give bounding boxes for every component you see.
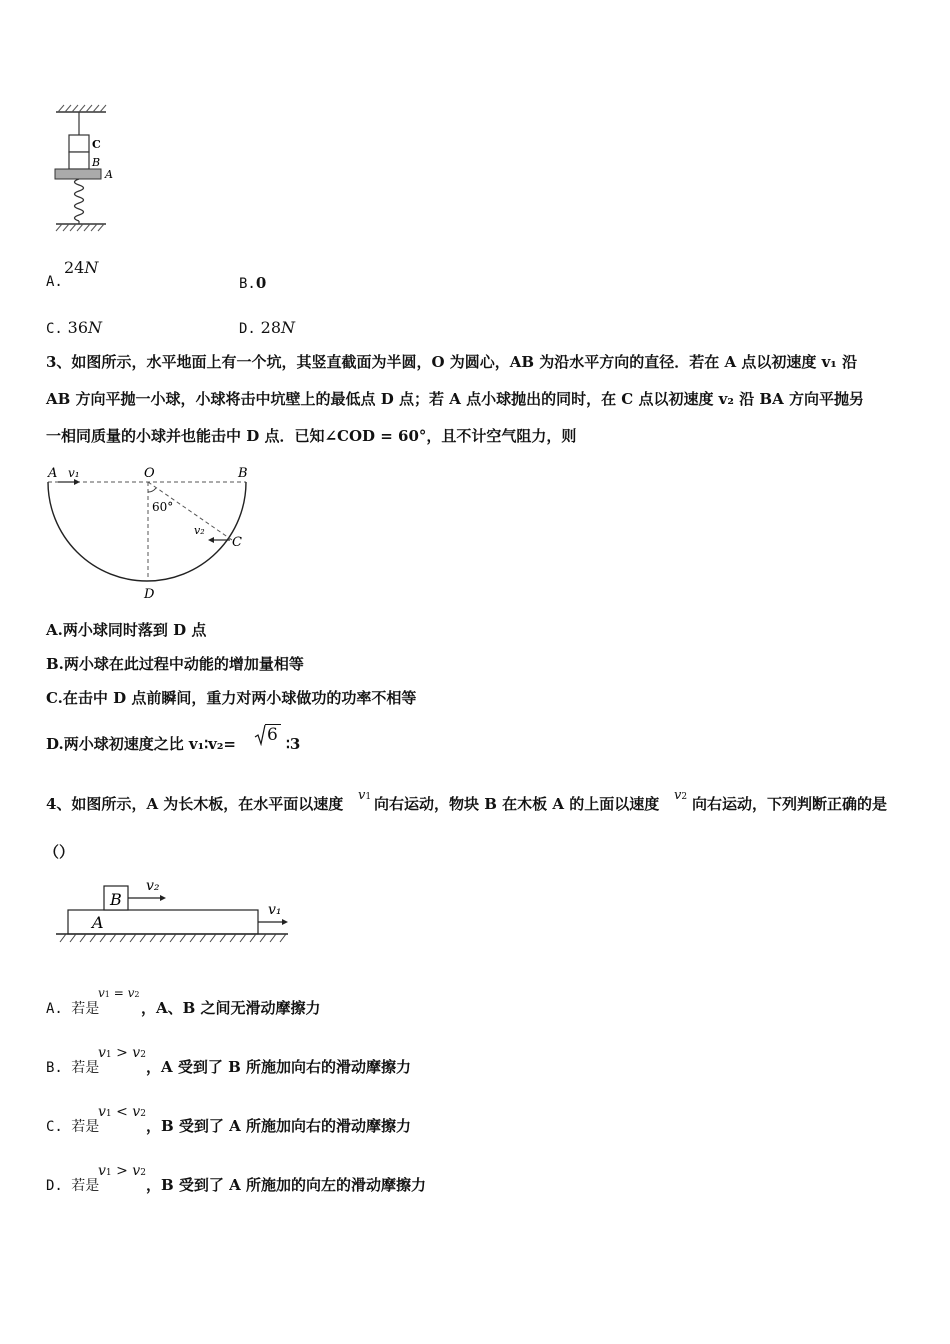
q3-option-d[interactable]	[46, 722, 346, 756]
relation-expression: v1 = v2	[98, 986, 140, 1000]
q4-option-a[interactable]	[46, 986, 466, 1020]
label-v2: v₂	[146, 878, 160, 894]
label-v1: v₁	[268, 902, 282, 918]
radicand: 6	[267, 725, 278, 745]
semicircle-pit-figure	[44, 462, 256, 604]
label-c: C	[232, 535, 242, 550]
q3-option-c[interactable]: C.在击中 D 点前瞬间，重力对两小球做功的功率不相等	[46, 689, 417, 707]
v2-symbol: v2	[674, 788, 688, 803]
q3-stem-line-1: 3、如图所示，水平地面上有一个坑，其竖直截面为半圆，O 为圆心，AB 为沿水平方向的直径．若在 A 点以初速度 v₁ 沿	[46, 353, 858, 371]
relation-expression: v1 > v2	[98, 1163, 146, 1179]
option-value: 28N	[260, 318, 295, 337]
relation-expression: v1 < v2	[98, 1104, 146, 1120]
label-v2: v₂	[194, 524, 205, 537]
q4-option-d[interactable]	[46, 1163, 486, 1197]
v1-symbol: v1	[358, 788, 372, 803]
option-letter: B.	[239, 276, 256, 292]
board-block-figure	[54, 872, 294, 944]
label-angle: 60°	[152, 500, 174, 514]
q4-paren: （）	[44, 843, 75, 861]
option-value: 0	[255, 274, 267, 292]
label-v1: v₁	[68, 466, 80, 480]
q4-option-c[interactable]	[46, 1104, 466, 1138]
label-b: B	[92, 156, 101, 169]
q4-option-b[interactable]	[46, 1045, 466, 1079]
label-o: O	[144, 466, 155, 481]
q3-stem-line-2: AB 方向平抛一小球，小球将击中坑壁上的最低点 D 点；若 A 点小球抛出的同时，在 C 点以初速度 v₂ 沿 BA 方向平抛另	[46, 390, 864, 408]
label-b: B	[238, 466, 248, 481]
sqrt-expression	[254, 722, 284, 750]
q2-option-b[interactable]	[239, 273, 266, 294]
option-letter: A.	[46, 274, 63, 290]
option-letter: C.	[46, 321, 63, 337]
option-text: ，A、B 之间无滑动摩擦力	[141, 999, 321, 1017]
label-board-a: A	[92, 913, 104, 932]
option-value: 24N	[64, 258, 99, 277]
q2-option-c[interactable]	[46, 318, 102, 339]
stem-part-2: 向右运动，物块 B 在木板 A 的上面以速度	[374, 795, 660, 813]
option-text-suffix: ∶3	[286, 735, 301, 753]
spring-blocks-figure	[50, 100, 130, 232]
q3-option-a[interactable]: A.两小球同时落到 D 点	[46, 621, 207, 639]
label-a: A	[105, 168, 113, 181]
label-d: D	[144, 587, 155, 602]
option-letter: A. 若是	[46, 1001, 100, 1017]
q3-stem-line-3: 一相同质量的小球并也能击中 D 点．已知∠COD = 60°，且不计空气阻力，则	[46, 427, 577, 445]
option-value: 36N	[67, 318, 102, 337]
label-a: A	[48, 466, 58, 481]
option-text: ，A 受到了 B 所施加向右的滑动摩擦力	[146, 1058, 411, 1076]
label-block-b: B	[110, 890, 122, 909]
relation-expression: v1 > v2	[98, 1045, 146, 1061]
option-text: D.两小球初速度之比 v₁∶v₂=	[46, 735, 236, 753]
option-text: ，B 受到了 A 所施加向右的滑动摩擦力	[146, 1117, 411, 1135]
q2-option-d[interactable]	[239, 318, 295, 339]
q4-stem	[46, 784, 926, 814]
label-c: C	[92, 138, 101, 151]
option-text: ，B 受到了 A 所施加的向左的滑动摩擦力	[146, 1176, 426, 1194]
option-letter: D. 若是	[46, 1178, 100, 1194]
option-letter: C. 若是	[46, 1119, 100, 1135]
option-letter: B. 若是	[46, 1060, 100, 1076]
option-letter: D.	[239, 321, 256, 337]
q3-option-b[interactable]: B.两小球在此过程中动能的增加量相等	[46, 655, 304, 673]
stem-part-3: 向右运动，下列判断正确的是	[692, 795, 888, 813]
stem-part-1: 4、如图所示，A 为长木板，在水平面以速度	[46, 795, 344, 813]
